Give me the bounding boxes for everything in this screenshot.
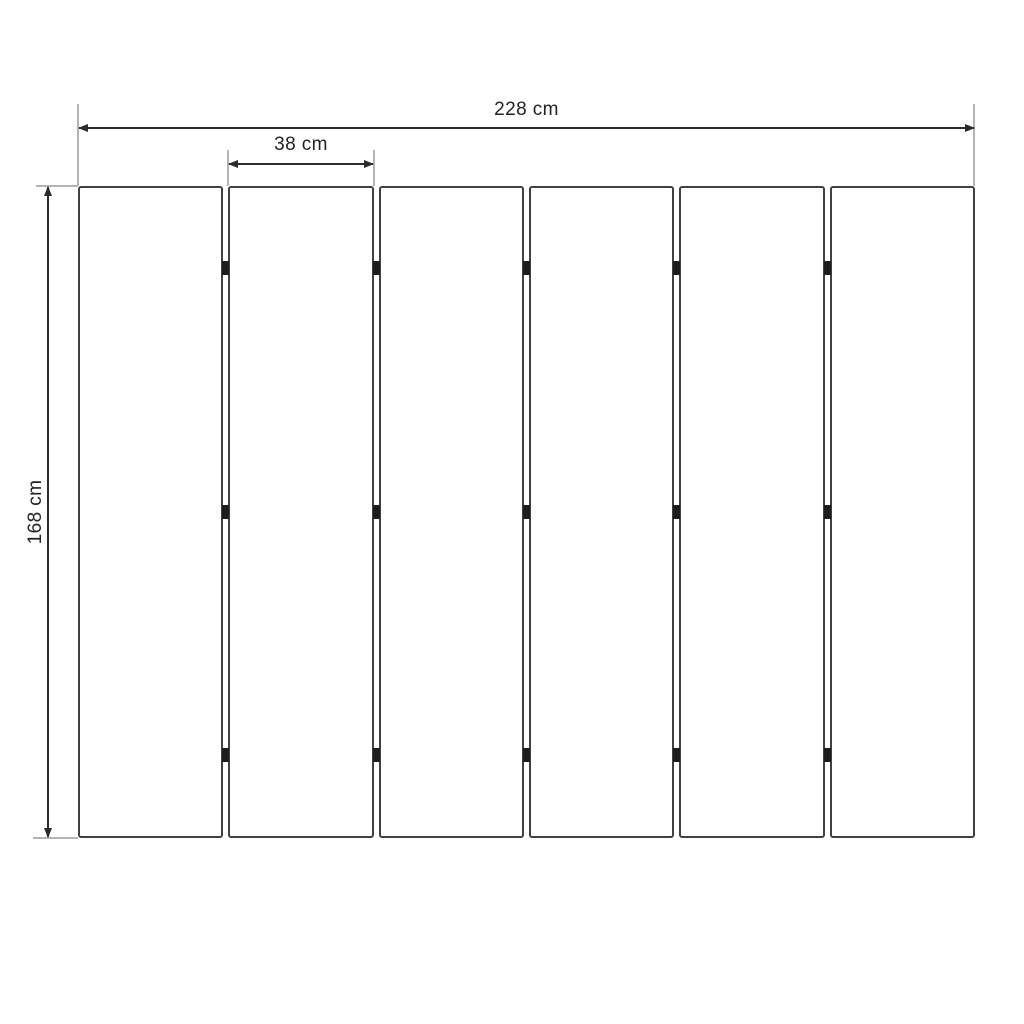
arrowhead-up-icon — [44, 186, 52, 196]
panel — [830, 186, 975, 838]
dimension-line — [47, 187, 49, 837]
panel — [228, 186, 373, 838]
height-dimension-line — [40, 186, 56, 838]
panel-width-label: 38 cm — [274, 134, 328, 155]
arrowhead-down-icon — [44, 828, 52, 838]
arrowhead-left-icon — [228, 160, 238, 168]
panel — [379, 186, 524, 838]
panel — [679, 186, 824, 838]
total-width-dimension-line — [78, 120, 975, 136]
height-label: 168 cm — [25, 479, 46, 545]
arrowhead-right-icon — [965, 124, 975, 132]
panels-container — [78, 186, 975, 838]
total-width-label: 228 cm — [494, 99, 559, 120]
panel — [78, 186, 223, 838]
arrowhead-left-icon — [78, 124, 88, 132]
arrowhead-right-icon — [364, 160, 374, 168]
panel — [529, 186, 674, 838]
panel-width-dimension-line — [228, 156, 374, 172]
dimension-line — [79, 127, 974, 129]
dimension-line — [229, 163, 373, 165]
